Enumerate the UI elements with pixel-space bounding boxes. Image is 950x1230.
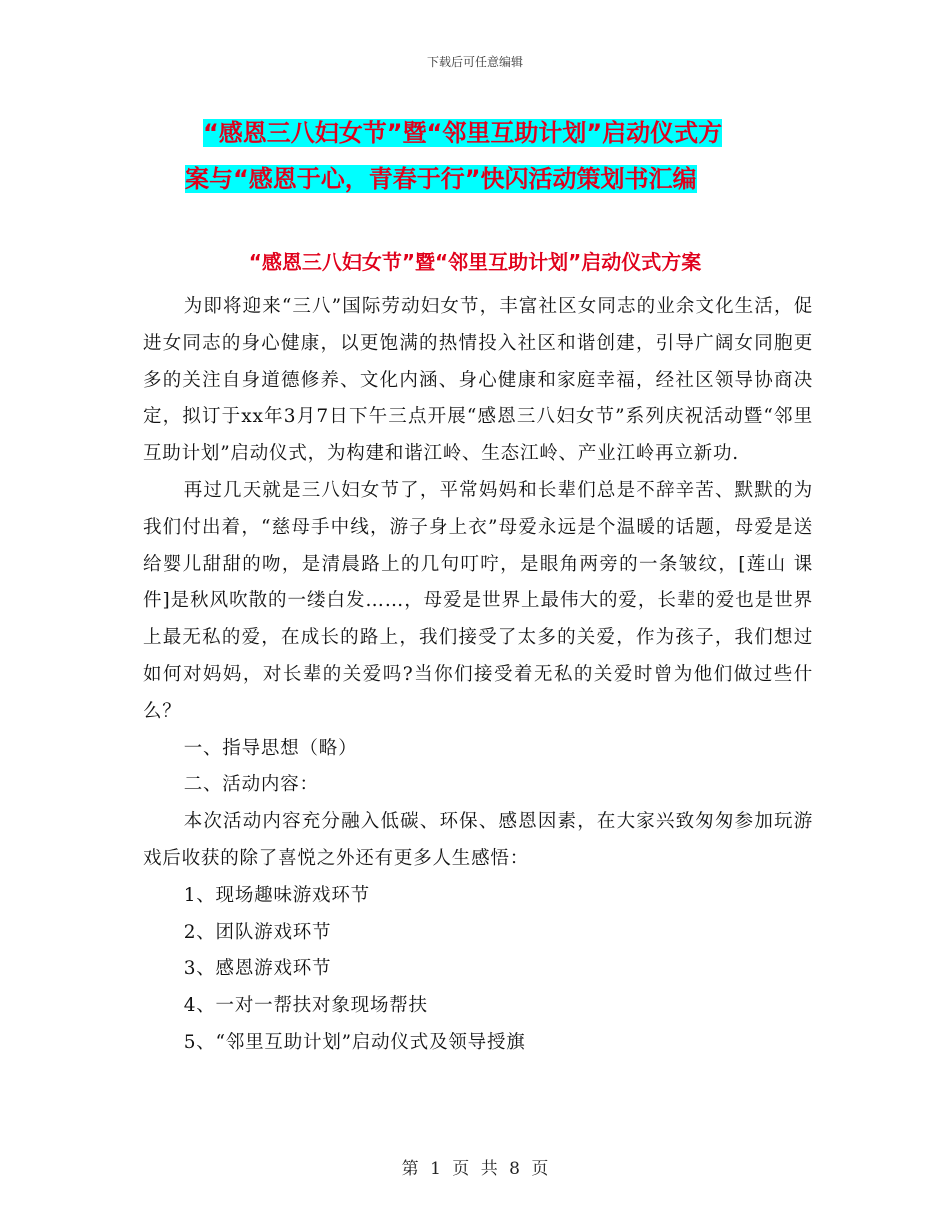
list-item: 2、团队游戏环节 bbox=[183, 921, 332, 943]
paragraph-mother-love: 再过几天就是三八妇女节了，平常妈妈和长辈们总是不辞辛苦、默默的为我们付出着，“慈母手中线，游子身上衣”母爱永远是个温暖的话题，母爱是送给婴儿甜甜的吻，是清晨路上的几句叮咛，是眼角两旁的一条皱纹，[莲山 课件]是秋风吹散的一缕白发……，母爱是世界上最伟大的爱，长辈的爱也是世界上最无私的爱，在成长的路上，我们接受了太多的关爱，作为孩子，我们想过如何对妈妈，对长辈的关爱吗?当你们接受着无私的关爱时曾为他们做过些什么？ bbox=[143, 479, 813, 722]
header-note: 下载后可任意编辑 bbox=[426, 55, 523, 69]
document-body bbox=[143, 289, 813, 1062]
main-title-line-2: 案与“感恩于心，青春于行”快闪活动策划书汇编 bbox=[185, 165, 697, 193]
page-footer: 第 1 页 共 8 页 bbox=[401, 1159, 549, 1179]
heading-guiding-thought: 一、指导思想（略） bbox=[183, 737, 358, 759]
list-item: 5、“邻里互助计划”启动仪式及领导授旗 bbox=[183, 1031, 526, 1053]
section-title: “感恩三八妇女节”暨“邻里互助计划”启动仪式方案 bbox=[248, 250, 702, 274]
main-title-line-1: “感恩三八妇女节”暨“邻里互助计划”启动仪式方 bbox=[203, 119, 723, 147]
list-item: 4、一对一帮扶对象现场帮扶 bbox=[183, 995, 428, 1017]
paragraph-activity-description: 本次活动内容充分融入低碳、环保、感恩因素，在大家兴致匆匆参加玩游戏后收获的除了喜悦之外还有更多人生感悟： bbox=[143, 811, 813, 869]
document-main-title bbox=[185, 110, 815, 202]
list-item: 3、感恩游戏环节 bbox=[183, 958, 332, 980]
list-item: 1、现场趣味游戏环节 bbox=[183, 884, 370, 906]
heading-activity-content: 二、活动内容： bbox=[183, 774, 319, 796]
paragraph-intro: 为即将迎来“三八”国际劳动妇女节，丰富社区女同志的业余文化生活，促进女同志的身心健康，以更饱满的热情投入社区和谐创建，引导广阔女同胞更多的关注自身道德修养、文化内涵、身心健康和家庭幸福，经社区领导协商决定，拟订于xx年3月7日下午三点开展“感恩三八妇女节”系列庆祝活动暨“邻里互助计划”启动仪式，为构建和谐江岭、生态江岭、产业江岭再立新功. bbox=[143, 296, 813, 465]
